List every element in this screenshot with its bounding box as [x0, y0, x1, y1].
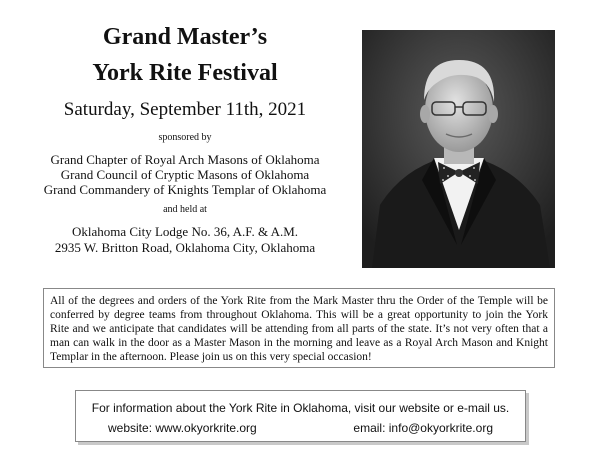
title-line-2: York Rite Festival [92, 60, 278, 86]
event-description: All of the degrees and orders of the York Rite from the Mark Master thru the Order of the Temple will be conferred by degree teams from throughout Oklahoma. This will be a great opportunity to join the York Rite and we anticipate that candidates will be attending from all parts of the state. It’s not very often that a man can walk in the door as a Master Mason in the morning and leave as a Royal Arch Mason and Knight Templar in the afternoon. Please join us on this very special occasion! [50, 295, 548, 363]
contact-info-box [75, 390, 526, 442]
venue [20, 224, 350, 256]
sponsor-item: Grand Commandery of Knights Templar of Oklahoma [43, 182, 327, 197]
sponsor-list [20, 152, 350, 197]
email-link[interactable]: email: info@okyorkrite.org [353, 421, 493, 435]
grand-master-photo [362, 30, 555, 268]
portrait-illustration [362, 30, 555, 268]
sponsor-item: Grand Chapter of Royal Arch Masons of Oklahoma [50, 152, 320, 167]
event-description-box [43, 288, 555, 368]
venue-name: Oklahoma City Lodge No. 36, A.F. & A.M. [71, 224, 299, 239]
held-at-label: and held at [163, 204, 207, 215]
event-date: Saturday, September 11th, 2021 [63, 99, 307, 120]
sponsored-by-label: sponsored by [158, 132, 212, 143]
sponsor-item: Grand Council of Cryptic Masons of Oklahoma [60, 167, 310, 182]
event-header [20, 22, 350, 256]
title-line-1: Grand Master’s [102, 24, 268, 50]
venue-address: 2935 W. Britton Road, Oklahoma City, Oklahoma [54, 240, 316, 255]
contact-info-text: For information about the York Rite in Oklahoma, visit our website or e-mail us. [91, 401, 510, 415]
website-link[interactable]: website: www.okyorkrite.org [108, 421, 257, 435]
